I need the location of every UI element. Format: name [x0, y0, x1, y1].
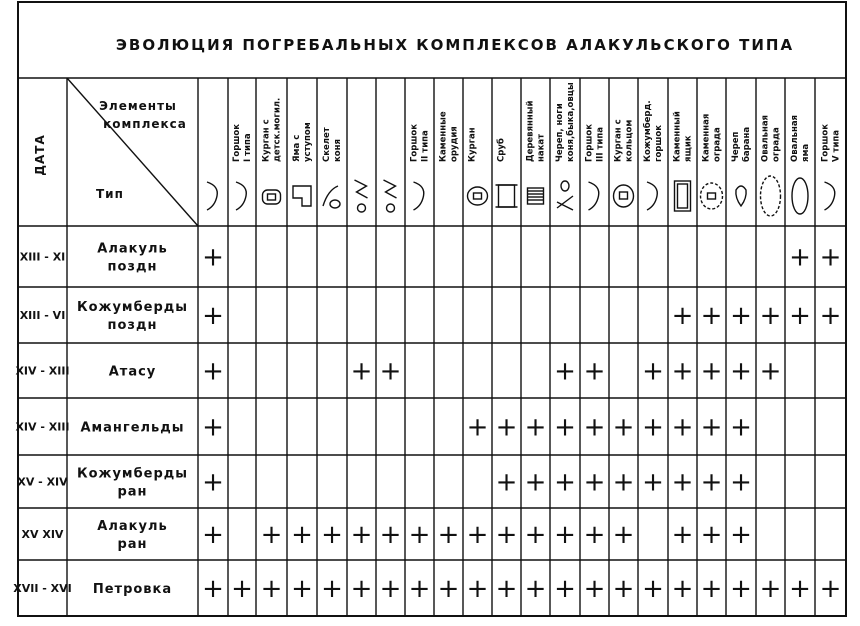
presence-mark: + [466, 520, 489, 550]
presence-mark: + [466, 412, 489, 443]
presence-mark: + [671, 574, 694, 604]
column-header [207, 182, 217, 210]
presence-mark: + [583, 574, 606, 604]
presence-mark: + [759, 574, 782, 604]
column-label-line2: яма [801, 143, 811, 162]
column-header [731, 127, 752, 206]
column-header [232, 124, 253, 210]
column-label-line1: Горшок [584, 124, 595, 162]
row-name-line1: Кожумберды [76, 300, 189, 315]
column-label-line1: Овальная [790, 114, 800, 162]
table-row-header [20, 242, 168, 275]
pot-profile-icon [825, 182, 835, 210]
pot-profile-icon [207, 182, 217, 210]
row-date: XVII - XVI [13, 582, 72, 595]
column-label-line2: коня [333, 139, 343, 162]
column-header [673, 111, 694, 211]
column-header [642, 100, 664, 210]
presence-mark: + [408, 574, 431, 604]
presence-mark: + [789, 574, 811, 604]
column-label-line2: кольцом [624, 119, 635, 162]
row-headers [13, 242, 188, 598]
column-label-line2: ограда [712, 127, 723, 162]
presence-mark: + [291, 574, 313, 604]
presence-mark: + [671, 467, 694, 498]
table-title: ЭВОЛЮЦИЯ ПОГРЕБАЛЬНЫХ КОМПЛЕКСОВ АЛАКУЛЬСКОГО ТИПА [115, 36, 795, 54]
column-label-line1: Курган с [261, 119, 272, 162]
column-label-line1: Яма с [292, 134, 302, 162]
column-header [761, 115, 782, 216]
presence-mark: + [700, 574, 723, 604]
row-date: XV XIV [21, 528, 64, 541]
column-label-line2: горшок [654, 124, 664, 162]
wooden-cover-icon [528, 188, 544, 204]
presence-mark: + [789, 301, 811, 331]
presence-mark: + [554, 467, 576, 498]
column-header [585, 124, 606, 210]
presence-mark: + [202, 467, 224, 498]
zigzag-ornament-icon [355, 180, 368, 212]
presence-mark: + [495, 412, 518, 443]
presence-mark: + [730, 520, 752, 550]
presence-mark: + [759, 301, 782, 331]
table-row-header [17, 467, 188, 500]
column-label-line1: Череп, ноги [555, 103, 565, 162]
column-label-line2: III типа [595, 127, 606, 162]
column-label-line1: Череп [731, 131, 741, 162]
column-label-line2: коня,быка,овцы [566, 82, 576, 162]
row-name-line1: Амангельды [80, 420, 185, 436]
ram-skull-icon [736, 186, 746, 206]
presence-mark: + [554, 356, 576, 387]
column-header [322, 127, 343, 208]
table-row-header [20, 300, 188, 333]
column-header [355, 180, 368, 212]
presence-mark: + [495, 520, 518, 550]
log-frame-icon [496, 185, 518, 207]
column-header [439, 111, 460, 162]
presence-mark: + [554, 412, 576, 443]
row-date: XIV - XIII [15, 364, 70, 378]
row-name-line1: Атасу [108, 364, 157, 380]
row-name-line1: Алакуль [97, 241, 168, 257]
column-label-line1: Каменные [438, 111, 449, 162]
row-date: XIV - XIII [15, 420, 70, 434]
column-header [410, 124, 431, 210]
row-name-line1: Петровка [92, 582, 173, 597]
presence-mark: + [789, 242, 811, 273]
pot-profile-icon [589, 182, 599, 210]
presence-mark: + [554, 520, 576, 550]
pot-profile-icon [236, 182, 246, 210]
column-header [614, 119, 635, 207]
horse-skeleton-icon [323, 186, 340, 208]
stone-fence-icon [701, 183, 723, 209]
presence-mark: + [671, 301, 694, 331]
presence-mark: + [583, 467, 606, 498]
column-label-line2: I типа [243, 133, 253, 162]
presence-mark: + [700, 520, 723, 550]
presence-mark: + [350, 356, 373, 387]
presence-marks [202, 243, 841, 605]
column-header [701, 114, 723, 209]
presence-mark: + [730, 467, 752, 498]
type-header: Тип [96, 187, 124, 201]
presence-mark: + [700, 356, 723, 387]
presence-mark: + [291, 520, 313, 550]
table-row-header [22, 519, 168, 552]
table-row-header [13, 582, 172, 597]
row-name-line2: поздн [107, 259, 158, 275]
column-label-line2: орудия [449, 126, 460, 162]
presence-mark: + [730, 412, 752, 443]
date-header: ДАТА [33, 134, 47, 176]
presence-mark: + [321, 574, 343, 604]
presence-mark: + [759, 356, 782, 387]
presence-mark: + [231, 574, 253, 604]
table-row-header [15, 365, 156, 380]
presence-mark: + [819, 574, 842, 604]
column-label-line2: накат [536, 133, 547, 162]
column-header [384, 180, 397, 212]
row-name-line2: ран [117, 537, 148, 552]
column-header [292, 122, 313, 206]
kurgan-burials-icon [263, 190, 281, 204]
presence-mark: + [700, 467, 723, 498]
presence-mark: + [260, 574, 283, 604]
elements-header-line1: Элементы [99, 99, 177, 113]
table-row-header [15, 421, 184, 436]
column-header [262, 98, 283, 204]
row-date: XIII - VI [19, 309, 66, 322]
presence-mark: + [819, 242, 842, 273]
column-label-line2: барана [742, 126, 752, 162]
presence-mark: + [379, 356, 402, 387]
presence-mark: + [202, 356, 224, 387]
column-label-line2: V типа [831, 129, 842, 162]
presence-mark: + [495, 574, 518, 604]
oval-fence-icon [761, 176, 781, 216]
column-label-line2: уступом [303, 122, 313, 162]
presence-mark: + [202, 520, 224, 550]
presence-mark: + [671, 412, 694, 443]
presence-mark: + [671, 356, 694, 387]
animal-bones-icon [557, 181, 573, 210]
row-name-line1: Кожумберды [76, 466, 189, 482]
presence-mark: + [524, 467, 547, 498]
presence-mark: + [671, 520, 694, 550]
presence-mark: + [700, 301, 723, 331]
presence-mark: + [202, 242, 224, 273]
presence-mark: + [202, 301, 224, 331]
column-label-line1: Курган с [613, 119, 624, 162]
presence-mark: + [437, 574, 460, 604]
presence-mark: + [495, 467, 518, 498]
presence-mark: + [730, 574, 752, 604]
row-name-line2: поздн [107, 318, 158, 333]
pot-profile-icon [647, 182, 657, 210]
column-label-line1: Горшок [820, 124, 831, 162]
column-label-line2: детск.могил. [272, 97, 283, 162]
presence-mark: + [466, 574, 489, 604]
presence-mark: + [642, 356, 664, 387]
presence-mark: + [612, 520, 635, 550]
presence-mark: + [642, 574, 664, 604]
elements-header-line2: комплекса [103, 117, 187, 131]
presence-mark: + [524, 412, 547, 443]
column-label-line1: Горшок [409, 124, 420, 162]
stone-cist-icon [675, 181, 691, 211]
presence-mark: + [437, 520, 460, 550]
column-label-line1: Скелет [322, 127, 332, 162]
column-label-line2: II типа [420, 130, 431, 162]
column-label-line1: Деревянный [525, 100, 536, 162]
column-header [821, 124, 842, 210]
presence-mark: + [350, 574, 373, 604]
header-cells [33, 99, 187, 201]
column-label-line1: Горшок [232, 124, 242, 162]
zigzag-ornament-icon [384, 180, 397, 212]
row-name-line2: ран [117, 484, 148, 500]
presence-mark: + [583, 412, 606, 443]
column-label-line2: ограда [771, 127, 782, 162]
presence-mark: + [612, 574, 635, 604]
stepped-pit-icon [293, 186, 311, 206]
presence-mark: + [202, 574, 224, 604]
row-name-line1: Алакуль [97, 519, 168, 534]
column-label-line1: Каменный [672, 111, 683, 162]
column-label-line1: Сруб [496, 138, 507, 162]
presence-mark: + [350, 520, 373, 550]
ringed-kurgan-icon [614, 185, 634, 207]
row-date: XIII - XI [19, 250, 66, 264]
oval-pit-icon [792, 178, 808, 214]
presence-mark: + [642, 412, 664, 443]
presence-mark: + [524, 520, 547, 550]
column-headers [207, 82, 842, 216]
presence-mark: + [612, 412, 635, 443]
column-header [790, 115, 811, 214]
column-label-line1: Кожумберд. [643, 100, 653, 162]
column-label-line1: Курган [467, 127, 478, 162]
column-label-line1: Каменная [701, 113, 712, 162]
presence-mark: + [730, 356, 752, 387]
presence-mark: + [321, 520, 343, 550]
row-date: XV - XIV [17, 475, 68, 489]
presence-mark: + [730, 301, 752, 331]
presence-mark: + [202, 412, 224, 443]
presence-mark: + [612, 467, 635, 498]
presence-mark: + [583, 356, 606, 387]
presence-mark: + [379, 574, 402, 604]
presence-mark: + [819, 301, 842, 331]
presence-mark: + [408, 520, 431, 550]
column-label-line1: Овальная [760, 114, 771, 162]
presence-mark: + [260, 520, 283, 550]
column-header [468, 127, 488, 205]
kurgan-icon [468, 187, 488, 205]
presence-mark: + [583, 520, 606, 550]
column-header [526, 101, 547, 204]
presence-mark: + [379, 520, 402, 550]
presence-mark: + [554, 574, 576, 604]
presence-mark: + [700, 412, 723, 443]
pot-profile-icon [414, 182, 424, 210]
presence-mark: + [642, 467, 664, 498]
column-label-line2: ящик [683, 135, 694, 162]
presence-mark: + [524, 574, 547, 604]
column-header [496, 138, 518, 207]
column-header [555, 82, 576, 210]
